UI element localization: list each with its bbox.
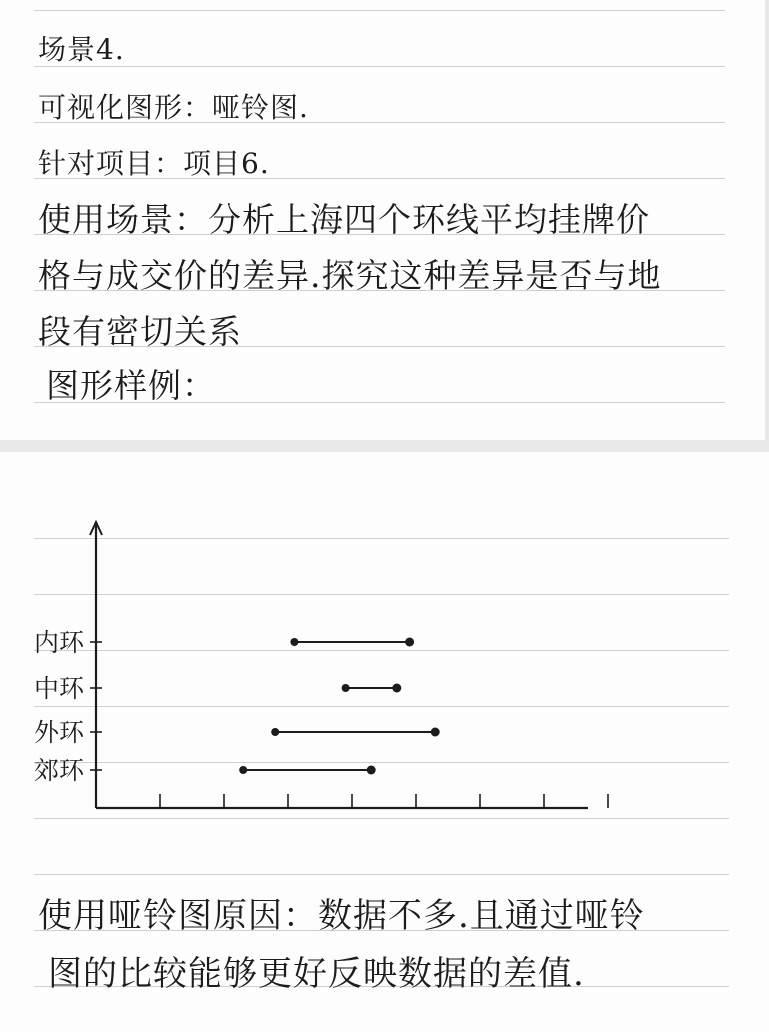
notes-page-top [0,0,765,440]
use-case-line-3: 段有密切关系 [38,312,242,351]
notes-page-bottom [0,452,769,1032]
use-case-line-1: 使用场景：分析上海四个环线平均挂牌价 [38,200,650,239]
dumbbell-end-point [367,766,376,775]
dumbbell-start-point [239,766,247,774]
category-label: 郊环 [33,756,84,785]
dumbbell-end-point [405,638,414,647]
chart-type-line: 可视化图形：哑铃图. [38,91,309,124]
category-label: 中环 [33,674,84,703]
dumbbell-chart [0,452,769,872]
sample-heading: 图形样例： [46,366,216,405]
category-label: 外环 [33,718,84,747]
reason-line-1: 使用哑铃图原因：数据不多.且通过哑铃 [38,896,645,936]
use-case-line-2: 格与成交价的差异.探究这种差异是否与地 [38,256,662,295]
dumbbell-end-point [392,684,401,693]
project-line: 针对项目：项目6. [38,147,270,180]
dumbbell-end-point [431,728,440,737]
dumbbell-start-point [290,638,298,646]
category-label: 内环 [33,628,84,657]
reason-line-2: 图的比较能够更好反映数据的差值. [48,954,585,994]
dumbbell-start-point [342,684,350,692]
dumbbell-start-point [271,728,279,736]
scene-number: 场景4. [38,33,125,66]
